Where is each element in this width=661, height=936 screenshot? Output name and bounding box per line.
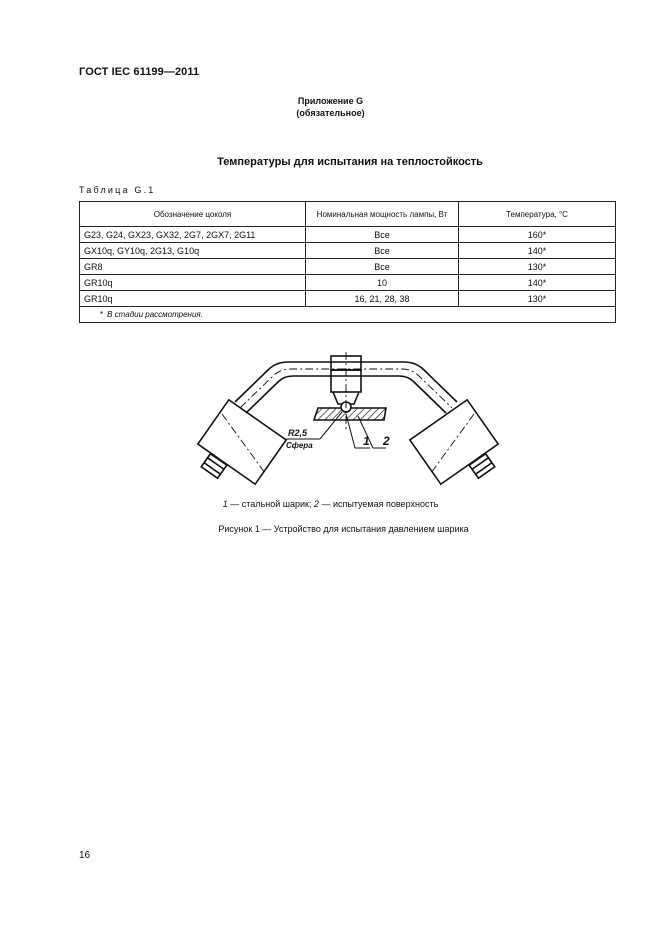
cell-temperature: 130* xyxy=(459,259,616,275)
section-title: Температуры для испытания на теплостойкость xyxy=(217,156,483,168)
annex-status: (обязательное) xyxy=(296,108,365,118)
table-header-row xyxy=(80,202,616,227)
cell-power: Все xyxy=(306,227,459,243)
callout-2: 2 xyxy=(383,434,390,448)
table-row xyxy=(80,291,616,307)
right-block-axis xyxy=(431,414,474,473)
callout-1: 1 xyxy=(363,434,370,448)
radius-label: R2,5 xyxy=(288,428,308,438)
cell-power: 10 xyxy=(306,275,459,291)
sphere-label: Сфера xyxy=(286,441,313,450)
legend-2-text: — испытуемая поверхность xyxy=(318,499,439,509)
figure-legend xyxy=(0,499,661,509)
table-row xyxy=(80,227,616,243)
table-row xyxy=(80,275,616,291)
footnote-text: В стадии рассмотрения. xyxy=(107,310,203,319)
cell-power: Все xyxy=(306,243,459,259)
right-foot xyxy=(469,454,495,479)
table-footnote xyxy=(80,307,616,323)
page-number: 16 xyxy=(79,850,91,861)
cell-temperature: 130* xyxy=(459,291,616,307)
footnote-mark: * xyxy=(100,310,104,319)
table-footnote-row xyxy=(80,307,616,323)
column-header-power: Номинальная мощность лампы, Вт xyxy=(306,202,459,227)
cell-power: Все xyxy=(306,259,459,275)
cell-temperature: 160* xyxy=(459,227,616,243)
annex-title: Приложение G xyxy=(297,96,364,106)
ball-pressure-apparatus-figure xyxy=(180,352,510,492)
column-header-base: Обозначение цоколя xyxy=(80,202,306,227)
left-foot xyxy=(201,454,227,479)
cell-base: GX10q, GY10q, 2G13, G10q xyxy=(80,243,306,259)
document-header: ГОСТ IEC 61199—2011 xyxy=(79,66,200,78)
cell-base: GR8 xyxy=(80,259,306,275)
cell-temperature: 140* xyxy=(459,275,616,291)
cell-temperature: 140* xyxy=(459,243,616,259)
legend-1-text: — стальной шарик; xyxy=(227,499,314,509)
cell-base: GR10q xyxy=(80,291,306,307)
temperature-table xyxy=(79,201,616,323)
left-block-axis xyxy=(222,414,265,473)
legend-1-number: 1 xyxy=(222,499,228,509)
table-caption: Таблица G.1 xyxy=(79,185,156,195)
table-row xyxy=(80,243,616,259)
cell-base: G23, G24, GX23, GX32, 2G7, 2GX7, 2G11 xyxy=(80,227,306,243)
column-header-temperature: Температура, °С xyxy=(459,202,616,227)
legend-2-number: 2 xyxy=(313,499,319,509)
cell-base: GR10q xyxy=(80,275,306,291)
figure-caption: Рисунок 1 — Устройство для испытания давлением шарика xyxy=(218,524,469,534)
cell-power: 16, 21, 28, 38 xyxy=(306,291,459,307)
table-row xyxy=(80,259,616,275)
